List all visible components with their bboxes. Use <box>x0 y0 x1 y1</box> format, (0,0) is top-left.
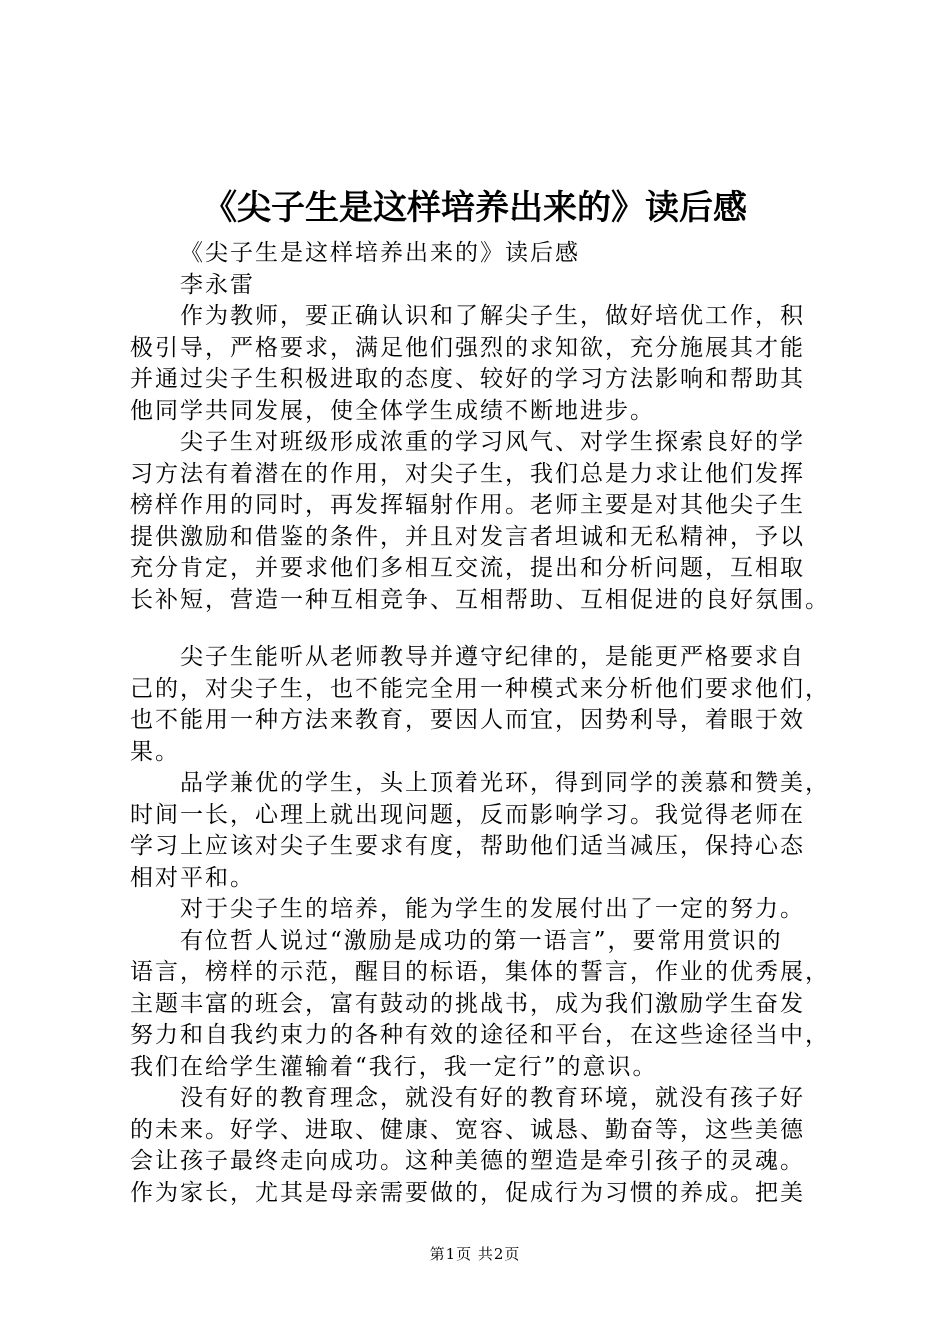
paragraph-line: 提供激励和借鉴的条件，并且对发言者坦诚和无私精神，予以 <box>130 523 805 550</box>
paragraph-line: 习方法有着潜在的作用，对尖子生，我们总是力求让他们发挥 <box>130 460 805 487</box>
paragraph-line: 对于尖子生的培养，能为学生的发展付出了一定的努力。 <box>180 896 805 922</box>
paragraph-line: 果。 <box>130 738 180 765</box>
author-line: 李永雷 <box>180 271 255 298</box>
paragraph <box>130 642 848 768</box>
paragraph-line: 作为教师，要正确认识和了解尖子生，做好培优工作，积 <box>180 303 805 329</box>
paragraph-line: 的未来。好学、进取、健康、宽容、诚恳、勤奋等，这些美德 <box>130 1116 805 1143</box>
paragraph-line: 语言，榜样的示范，醒目的标语，集体的誓言，作业的优秀展， <box>130 959 830 985</box>
paragraph <box>130 301 848 427</box>
paragraph-line: 努力和自我约束力的各种有效的途径和平台，在这些途径当中， <box>130 1022 830 1048</box>
page-number-footer: 第1页 共2页 <box>429 1245 521 1263</box>
paragraph-line: 品学兼优的学生，头上顶着光环，得到同学的羡慕和赞美， <box>180 770 830 796</box>
paragraph-line: 长补短，营造一种互相竞争、互相帮助、互相促进的良好氛围。 <box>130 586 830 613</box>
paragraph-line: 尖子生对班级形成浓重的学习风气、对学生探索良好的学 <box>180 429 805 455</box>
paragraph <box>130 894 848 926</box>
paragraph-gap <box>130 616 848 642</box>
paragraph-line: 极引导，严格要求，满足他们强烈的求知欲，充分施展其才能 <box>130 334 805 361</box>
paragraph-line: 榜样作用的同时，再发挥辐射作用。老师主要是对其他尖子生 <box>130 492 805 518</box>
paragraph-line: 作为家长，尤其是母亲需要做的，促成行为习惯的养成。把美 <box>130 1179 805 1206</box>
paragraph-line: 我们在给学生灌输着“我行，我一定行”的意识。 <box>130 1053 658 1080</box>
paragraph-line: 己的，对尖子生，也不能完全用一种模式来分析他们要求他们， <box>130 675 830 702</box>
paragraph <box>130 768 848 894</box>
paragraph-line: 主题丰富的班会，富有鼓动的挑战书，成为我们激励学生奋发 <box>130 990 805 1017</box>
paragraph <box>130 427 848 616</box>
paragraph-line: 学习上应该对尖子生要求有度，帮助他们适当减压，保持心态 <box>130 833 805 859</box>
paragraph <box>130 926 848 1084</box>
paragraph-line: 也不能用一种方法来教育，要因人而宜，因势利导，着眼于效 <box>130 707 805 733</box>
paragraph-line: 尖子生能听从老师教导并遵守纪律的，是能更严格要求自 <box>180 644 805 670</box>
paragraph-line: 他同学共同发展，使全体学生成绩不断地进步。 <box>130 397 655 424</box>
subtitle-line: 《尖子生是这样培养出来的》读后感 <box>180 240 580 266</box>
paragraph-line: 有位哲人说过“激励是成功的第一语言”，要常用赏识的 <box>180 927 783 954</box>
document-body <box>130 238 848 1209</box>
paragraph-line: 会让孩子最终走向成功。这种美德的塑造是牵引孩子的灵魂。 <box>130 1148 805 1174</box>
paragraph-line: 没有好的教育理念，就没有好的教育环境，就没有孩子好 <box>180 1085 805 1111</box>
paragraph-line: 时间一长，心理上就出现问题，反而影响学习。我觉得老师在 <box>130 801 805 828</box>
paragraph-line: 并通过尖子生积极进取的态度、较好的学习方法影响和帮助其 <box>130 366 805 392</box>
paragraph <box>130 1083 848 1209</box>
paragraph-line: 充分肯定，并要求他们多相互交流，提出和分析问题，互相取 <box>130 555 805 581</box>
paragraph-line: 相对平和。 <box>130 864 255 891</box>
document-title: 《尖子生是这样培养出来的》读后感 <box>203 188 747 228</box>
